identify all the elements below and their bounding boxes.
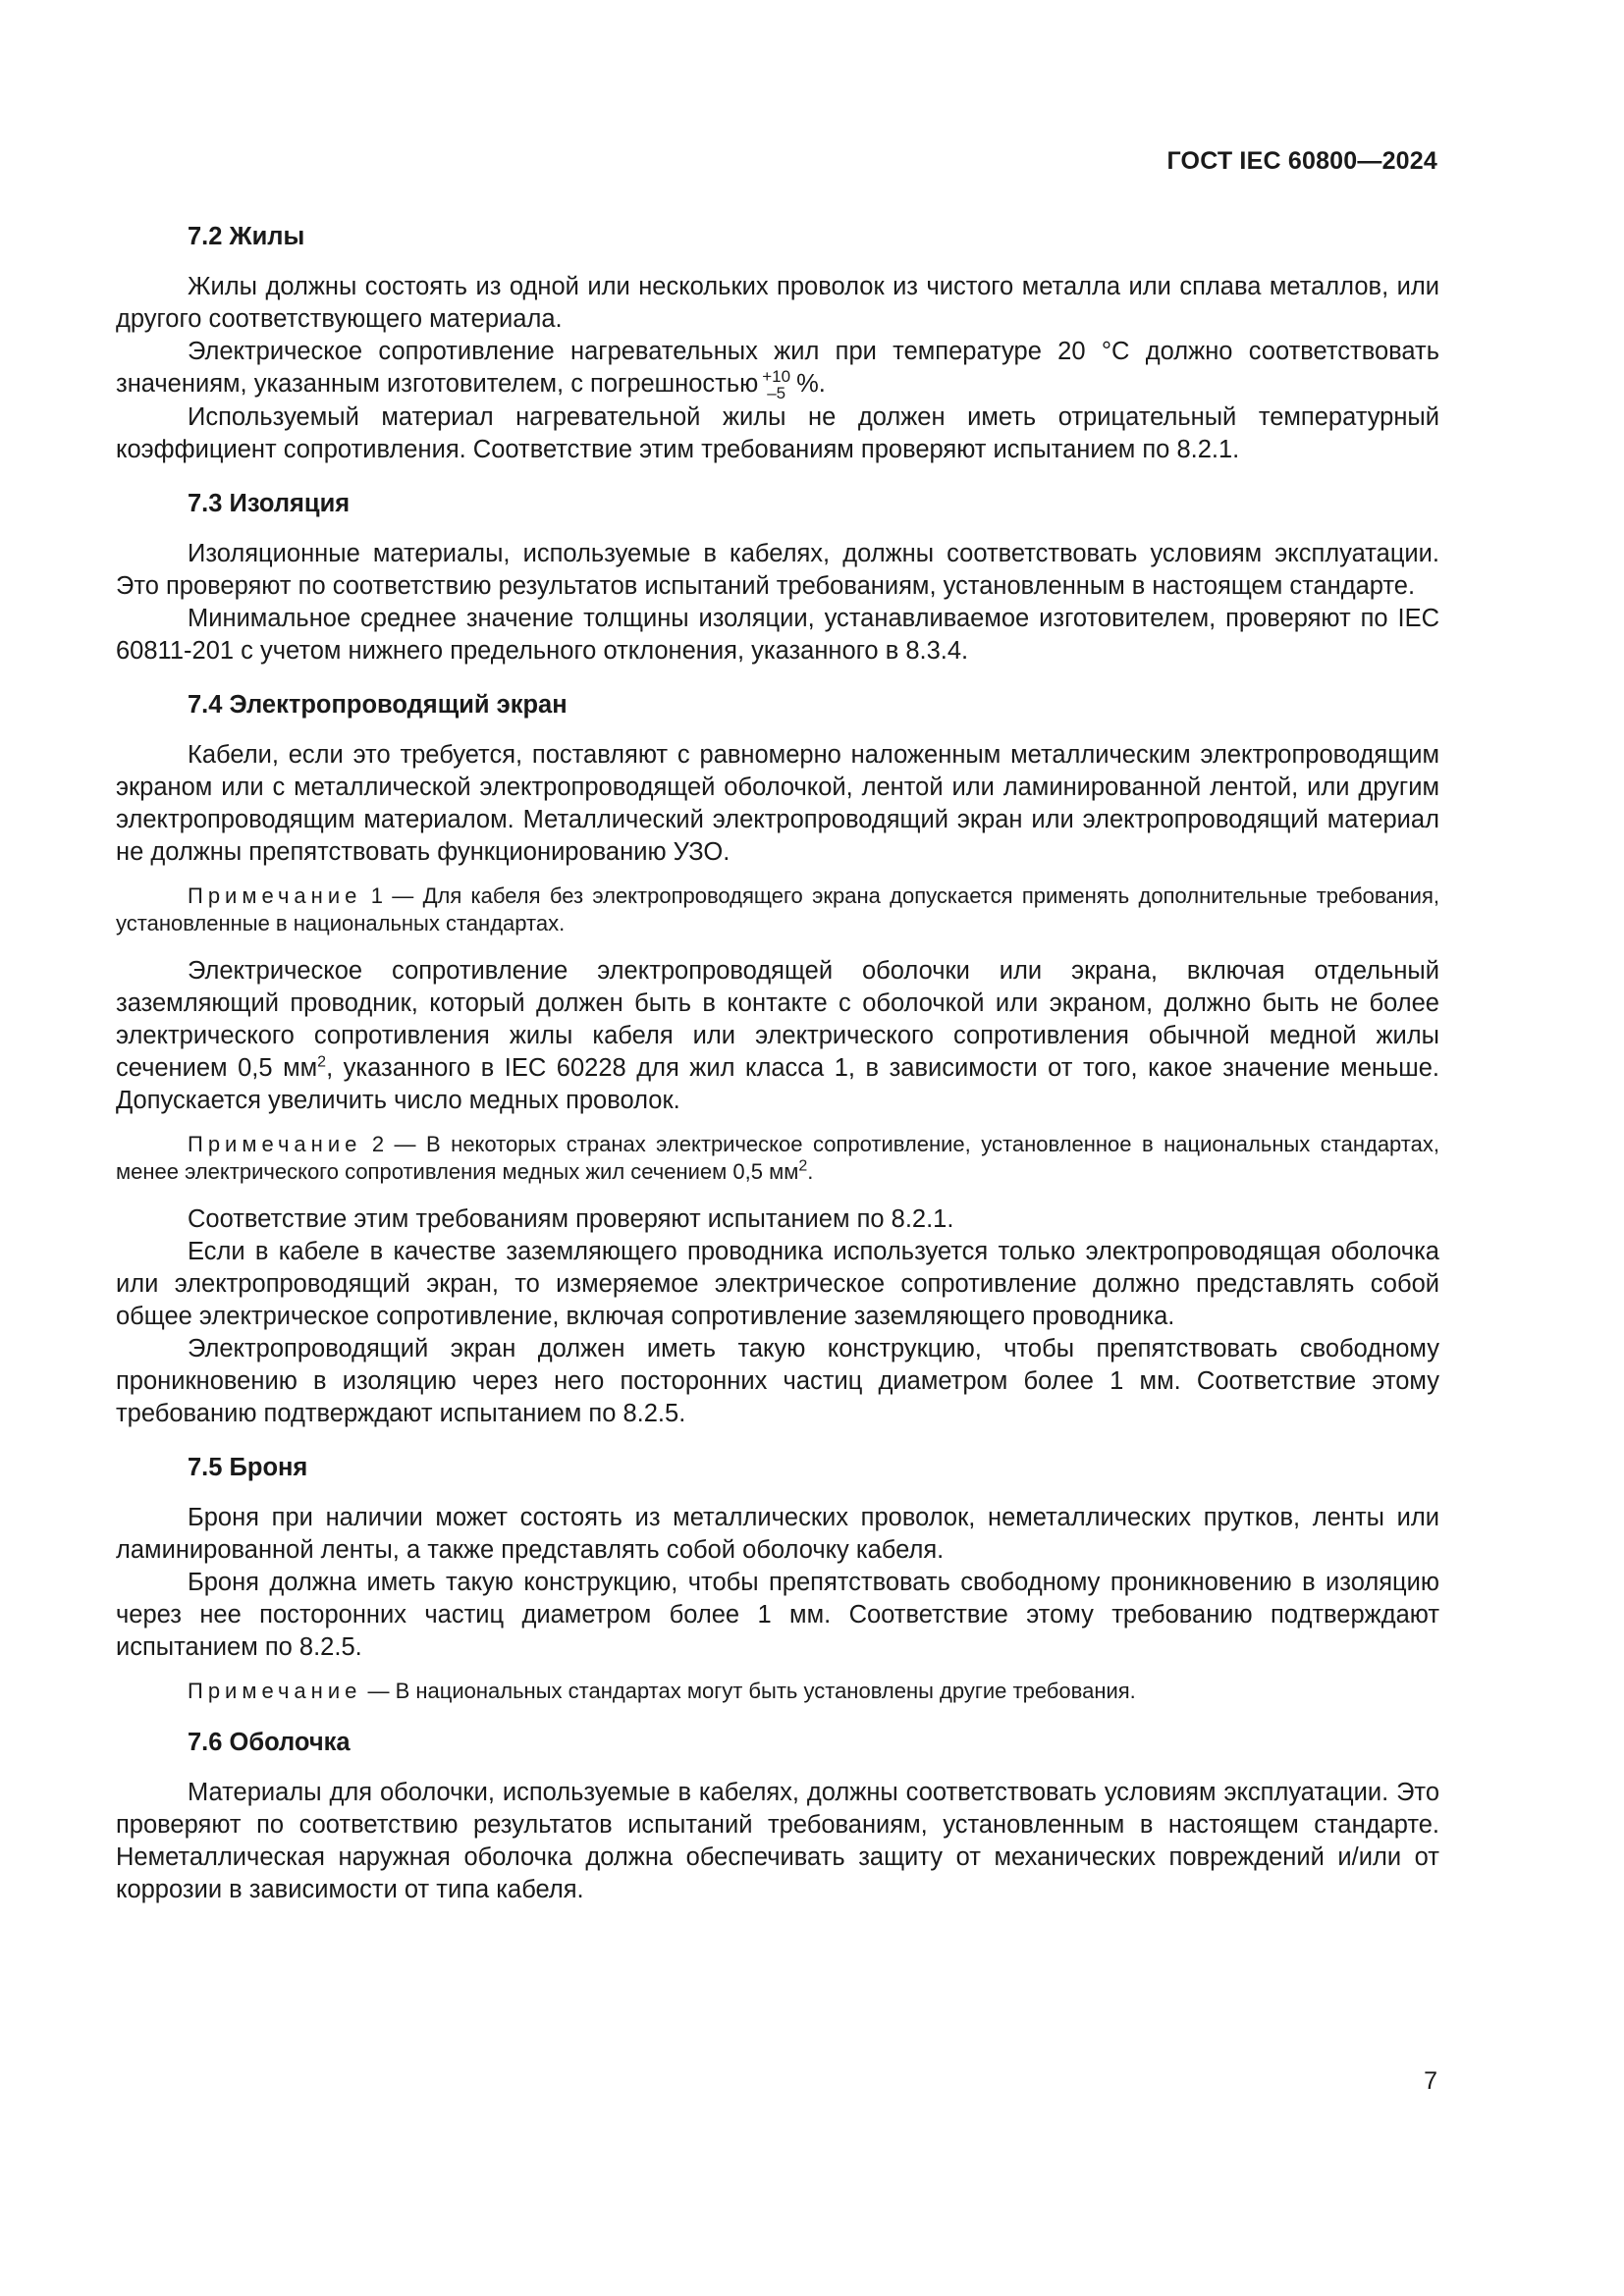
paragraph: Броня при наличии может состоять из металлических проволок, неметаллических прутков, ленты или ламинированной ленты, а также представлять собой оболочку кабеля. xyxy=(116,1504,1439,1565)
tolerance-minus: –5 xyxy=(767,384,786,403)
note-text: 2 — В некоторых странах электрическое сопротивление, установленное в национальных стандартах, менее электрического сопротивления медных жил сечением 0,5 мм xyxy=(116,1132,1439,1185)
text: %. xyxy=(796,370,826,398)
section-title: 7.6 Оболочка xyxy=(188,1729,351,1757)
superscript: 2 xyxy=(317,1053,327,1071)
paragraph: Минимальное среднее значение толщины изоляции, устанавливаемое изготовителем, проверяют по IEC 60811-201 с учетом нижнего предельного отклонения, указанного в 8.3.4. xyxy=(116,605,1439,666)
paragraph: Броня должна иметь такую конструкцию, чтобы препятствовать свободному проникновению в изоляцию через нее посторонних частиц диаметром более 1 мм. Соответствие этому требованию подтверждают испытанием по 8.2.5. xyxy=(116,1569,1439,1662)
paragraph: Если в кабеле в качестве заземляющего проводника используется только электропроводящая оболочка или электропроводящий экран, то измеряемое электрическое сопротивление должно представлять собой общее электрическое сопротивление, включая сопротивление заземляющего проводника. xyxy=(116,1238,1439,1331)
note-label: Примечание xyxy=(188,883,362,909)
note-label: Примечание xyxy=(188,1132,362,1157)
text: Электрическое сопротивление электропроводящей оболочки или экрана, включая отдельный заземляющий проводник, который должен быть в контакте с оболочкой или экраном, должно быть не более электрического сопротивления жилы кабеля или электрического сопротивления обычной медной жилы сечением 0,5 мм xyxy=(116,957,1439,1083)
standard-header: ГОСТ IEC 60800—2024 xyxy=(1166,147,1437,175)
paragraph: Соответствие этим требованиям проверяют испытанием по 8.2.1. xyxy=(188,1205,954,1234)
section-title: 7.4 Электропроводящий экран xyxy=(188,691,568,720)
section-title: 7.2 Жилы xyxy=(188,223,305,250)
note xyxy=(116,1678,1439,1705)
section-7-5 xyxy=(116,1452,1439,1705)
paragraph-tolerance xyxy=(116,336,1439,401)
paragraph: Кабели, если это требуется, поставляют с равномерно наложенным металлическим электропроводящим экраном или с металлической электропроводящей оболочкой, лентой или ламинированной лентой, или другим электропроводящим материалом. Металлический электропроводящий экран или электропроводящий материал не должны препятствовать функционированию УЗО. xyxy=(116,741,1439,867)
paragraph: Жилы должны состоять из одной или нескольких проволок из чистого металла или сплава металлов, или другого соответствующего материала. xyxy=(116,273,1439,333)
page-number: 7 xyxy=(1424,2067,1437,2095)
note-text: . xyxy=(807,1159,814,1185)
superscript: 2 xyxy=(798,1157,808,1175)
note-text: 1 — Для кабеля без электропроводящего экрана допускается применять дополнительные требования, установленные в национальных стандартах. xyxy=(116,883,1439,936)
section-7-4 xyxy=(116,689,1439,1430)
section-title: 7.3 Изоляция xyxy=(188,490,351,518)
paragraph: Используемый материал нагревательной жилы не должен иметь отрицательный температурный коэффициент сопротивления. Соответствие этим требованиям проверяют испытанием по 8.2.1. xyxy=(116,403,1439,464)
page-content xyxy=(116,221,1439,1928)
paragraph: Изоляционные материалы, используемые в кабелях, должны соответствовать условиям эксплуатации. Это проверяют по соответствию результатов испытаний требованиям, установленным в настоящем стандарте. xyxy=(116,540,1439,601)
section-7-6 xyxy=(116,1727,1439,1906)
paragraph: Материалы для оболочки, используемые в кабелях, должны соответствовать условиям эксплуатации. Это проверяют по соответствию результатов испытаний требованиям, установленным в настоящем стандарте. Неметаллическая наружная оболочка должна обеспечивать защиту от механических повреждений и/или от коррозии в зависимости от типа кабеля. xyxy=(116,1779,1439,1904)
text: , указанного в IEC 60228 для жил класса 1, в зависимости от того, какое значение меньше. Допускается увеличить число медных проволок. xyxy=(116,1054,1439,1115)
tolerance-stack xyxy=(762,368,790,401)
text: Электрическое сопротивление нагревательных жил при температуре 20 °C должно соответствовать значениям, указанным изготовителем, с погрешностью xyxy=(116,338,1439,398)
section-7-3 xyxy=(116,488,1439,667)
note-2 xyxy=(116,1131,1439,1186)
note-1 xyxy=(116,882,1439,937)
paragraph: Электропроводящий экран должен иметь такую конструкцию, чтобы препятствовать свободному проникновению в изоляцию через него посторонних частиц диаметром более 1 мм. Соответствие этому требованию подтверждают испытанием по 8.2.5. xyxy=(116,1335,1439,1428)
section-title: 7.5 Броня xyxy=(188,1454,308,1482)
tolerance-plus: +10 xyxy=(762,367,791,387)
section-7-2 xyxy=(116,221,1439,466)
note-label: Примечание xyxy=(188,1679,362,1704)
paragraph xyxy=(116,955,1439,1117)
note-text: — В национальных стандартах могут быть установлены другие требования. xyxy=(367,1679,1136,1704)
